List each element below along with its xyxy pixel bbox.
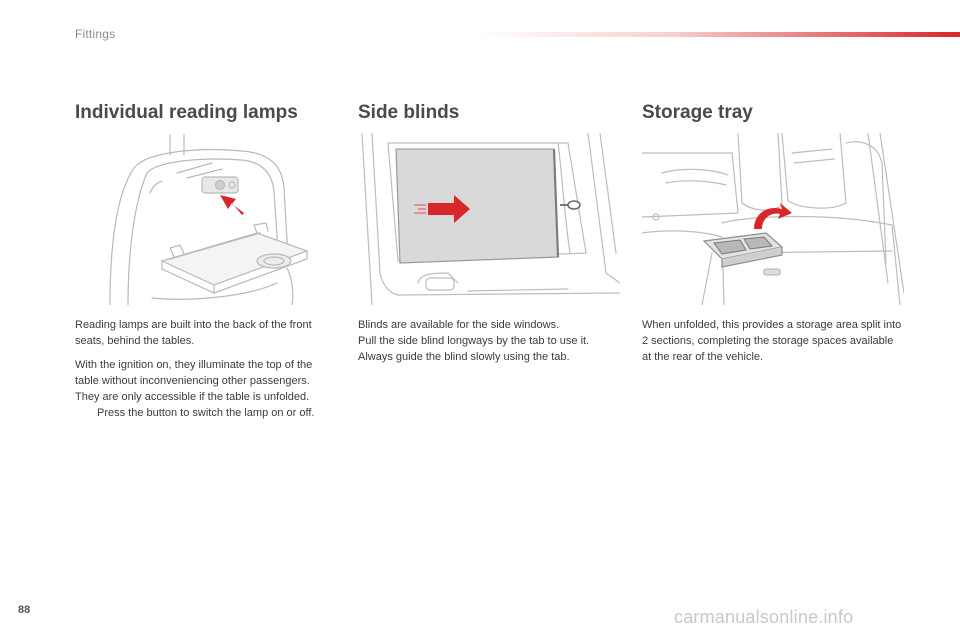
reading-lamps-bullet xyxy=(75,405,330,421)
page-number: 88 xyxy=(18,604,31,616)
reading-lamps-text xyxy=(75,317,330,421)
reading-lamp-illustration xyxy=(92,133,322,305)
seat-back-table-drawing xyxy=(92,133,322,305)
side-blinds-para-3: Always guide the blind slowly using the tab. xyxy=(358,351,570,363)
side-blinds-para-2: Pull the side blind longways by the tab to use it. xyxy=(358,335,590,347)
section-reading-lamps xyxy=(75,100,325,130)
storage-tray-title: Storage tray xyxy=(642,102,753,123)
side-blind-illustration xyxy=(358,133,620,305)
lamp-arrow-icon xyxy=(220,195,244,215)
reading-lamps-para-1: Reading lamps are built into the back of the front seats, behind the tables. xyxy=(75,319,312,347)
rear-seat-storage-drawing xyxy=(642,133,904,305)
reading-lamps-para-3: They are only accessible if the table is unfolded. xyxy=(75,391,310,403)
side-window-blind-drawing xyxy=(358,133,620,305)
reading-lamps-title: Individual reading lamps xyxy=(75,102,298,123)
storage-tray-text xyxy=(642,317,904,373)
section-side-blinds xyxy=(358,100,608,130)
side-blinds-title: Side blinds xyxy=(358,102,460,123)
storage-tray-para-1: When unfolded, this provides a storage area split into 2 sections, completing the storage spaces available at the rear of the vehicle. xyxy=(642,319,902,363)
header-accent-bar xyxy=(478,32,960,37)
watermark: carmanualsonline.info xyxy=(674,607,854,627)
side-blinds-para-1: Blinds are available for the side windows. xyxy=(358,319,560,331)
bullet-mark-icon xyxy=(75,405,97,421)
blind-tab-icon xyxy=(560,201,580,209)
side-blinds-text xyxy=(358,317,620,373)
storage-tray-illustration xyxy=(642,133,904,305)
reading-lamps-para-2: With the ignition on, they illuminate the top of the table without inconveniencing other passengers. xyxy=(75,359,313,387)
page-header xyxy=(0,0,960,50)
section-label: Fittings xyxy=(75,27,116,41)
reading-lamps-bullet-text: Press the button to switch the lamp on or off. xyxy=(97,407,315,419)
section-storage-tray xyxy=(642,100,892,130)
